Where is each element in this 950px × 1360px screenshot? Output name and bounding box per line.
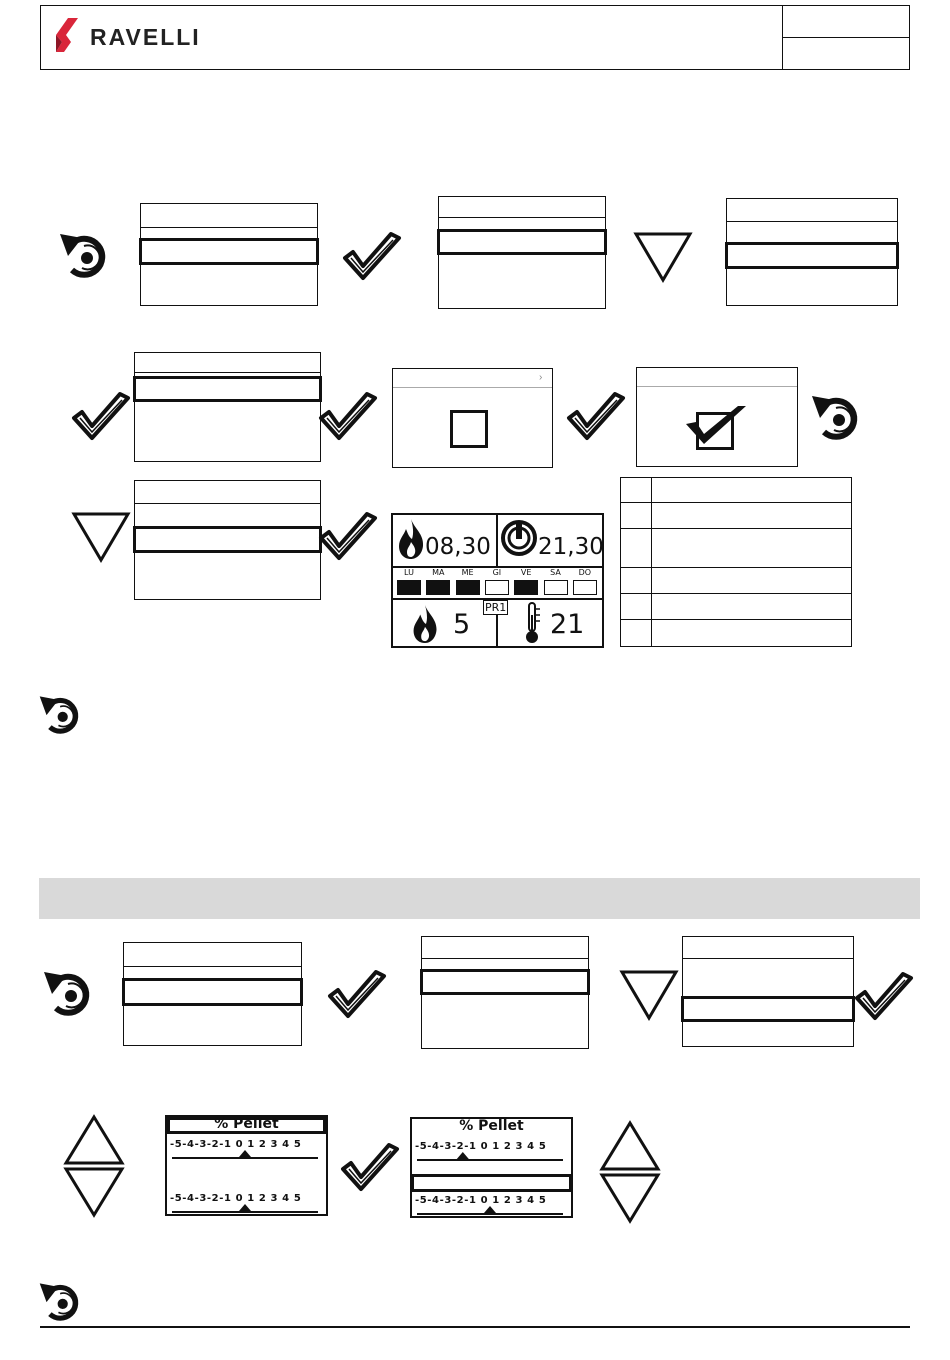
back-arrow-circle-icon — [42, 968, 96, 1022]
weekday-indicator — [485, 580, 509, 595]
flame-icon — [410, 604, 440, 644]
pellet-scale-1: -5-4-3-2-1 0 1 2 3 4 5 — [170, 1139, 302, 1150]
on-time: 08,30 — [425, 534, 491, 560]
weekday-indicator — [456, 580, 480, 595]
menu-highlight — [133, 376, 322, 402]
weekday-label: SA — [550, 568, 561, 577]
pellet-slider-2 — [172, 1203, 318, 1213]
menu-highlight — [122, 978, 303, 1006]
menu-highlight — [139, 238, 319, 265]
screen-title-divider — [393, 387, 552, 388]
weekday-indicator — [544, 580, 568, 595]
pellet-slider-3 — [417, 1151, 563, 1161]
pellet-edit-highlight — [411, 1174, 572, 1192]
program-badge: PR1 — [485, 601, 507, 614]
weekday-indicator — [426, 580, 450, 595]
menu-divider — [124, 966, 301, 967]
back-arrow-circle-icon — [38, 1280, 84, 1326]
checkmark-icon — [319, 512, 377, 562]
menu-divider — [727, 221, 897, 222]
flame-icon — [396, 518, 426, 560]
pellet-scale-4: -5-4-3-2-1 0 1 2 3 4 5 — [415, 1195, 547, 1206]
pellet-scale-3: -5-4-3-2-1 0 1 2 3 4 5 — [415, 1141, 547, 1152]
weekday-label: VE — [520, 568, 532, 577]
menu-highlight — [681, 996, 855, 1022]
checkmark-icon — [684, 404, 748, 446]
back-arrow-circle-icon — [38, 693, 84, 739]
checkmark-icon — [328, 970, 386, 1020]
pellet-slider-4 — [417, 1205, 563, 1215]
weekday-indicator — [573, 580, 597, 595]
checkmark-icon — [341, 1143, 399, 1193]
menu-divider — [683, 958, 853, 959]
checkmark-icon — [343, 232, 401, 282]
thermometer-icon — [521, 601, 543, 645]
lcd-vertical-divider-top — [496, 514, 498, 566]
power-icon — [501, 520, 537, 556]
back-arrow-circle-icon — [810, 392, 864, 446]
menu-divider — [141, 227, 317, 228]
down-triangle-icon — [72, 512, 130, 562]
off-time: 21,30 — [538, 534, 604, 560]
menu-divider — [135, 503, 320, 504]
menu-highlight — [725, 242, 899, 269]
down-triangle-icon — [634, 232, 692, 282]
checkmark-icon — [319, 392, 377, 442]
pellet-slider-1 — [172, 1149, 318, 1159]
section-bar — [39, 878, 920, 919]
scroll-arrow-icon: › — [539, 372, 543, 383]
pellet-title: % Pellet — [459, 1118, 524, 1134]
room-temperature: 21 — [550, 609, 585, 640]
checkmark-icon — [567, 392, 625, 442]
screen-title-divider — [637, 386, 797, 387]
weekday-indicator — [514, 580, 538, 595]
weekday-label: GI — [492, 568, 502, 577]
checkmark-icon — [855, 972, 913, 1022]
up-down-triangles-icon — [64, 1115, 124, 1217]
menu-screen-8 — [682, 936, 854, 1047]
pellet-marker — [457, 1152, 469, 1159]
down-triangle-icon — [620, 970, 678, 1020]
weekday-label: DO — [578, 568, 592, 577]
pellet-scale-2: -5-4-3-2-1 0 1 2 3 4 5 — [170, 1193, 302, 1204]
brand-name: RAVELLI — [90, 24, 201, 50]
menu-divider — [422, 958, 588, 959]
menu-divider — [135, 372, 320, 373]
up-down-triangles-icon — [600, 1121, 660, 1223]
ravelli-logo-icon — [54, 18, 80, 52]
weekday-indicator — [397, 580, 421, 595]
header-cell-divider — [782, 37, 910, 38]
menu-divider — [439, 217, 605, 218]
pellet-title: % Pellet — [214, 1116, 279, 1132]
power-level: 5 — [453, 609, 471, 640]
weekday-label: LU — [404, 568, 414, 577]
menu-highlight — [420, 969, 590, 995]
menu-highlight — [133, 526, 322, 553]
menu-screen-4 — [134, 352, 321, 462]
pellet-marker — [239, 1150, 251, 1157]
legend-table — [620, 477, 852, 647]
weekday-label: MA — [432, 568, 445, 577]
weekday-label: ME — [461, 568, 474, 577]
checkmark-icon — [72, 392, 130, 442]
menu-highlight — [437, 229, 607, 255]
pellet-marker — [239, 1204, 251, 1211]
empty-checkbox — [450, 410, 488, 448]
footer-rule — [40, 1326, 910, 1328]
pellet-marker — [484, 1206, 496, 1213]
back-arrow-circle-icon — [58, 230, 112, 284]
